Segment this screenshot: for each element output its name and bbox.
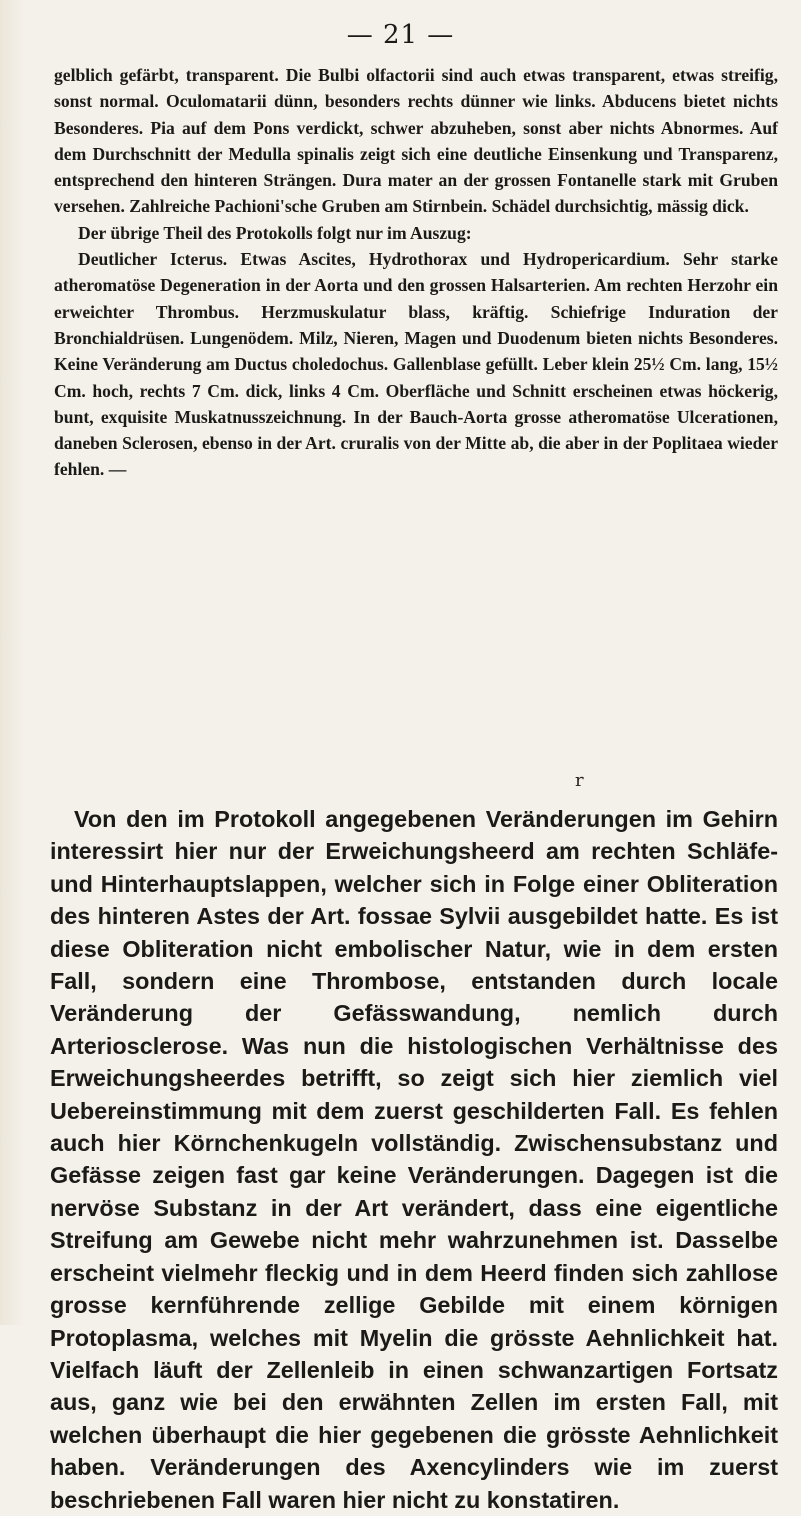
discussion-text	[50, 803, 778, 1516]
protocol-paragraph: Deutlicher Icterus. Etwas Ascites, Hydrothorax und Hydropericardium. Sehr starke atheromatöse Degeneration in der Aorta und den grossen Halsarterien. Am rechten Herzohr ein erweichter Thrombus. Herzmuskulatur blass, kräftig. Schiefrige Induration der Bronchialdrüsen. Lungenödem. Milz, Nieren, Magen und Duodenum bieten nichts Besonderes. Keine Veränderung am Ductus choledochus. Gallenblase gefüllt. Leber klein 25½ Cm. lang, 15½ Cm. hoch, rechts 7 Cm. dick, links 4 Cm. Oberfläche und Schnitt erscheinen etwas höckerig, bunt, exquisite Muskatnusszeichnung. In der Bauch-Aorta grosse atheromatöse Ulcerationen, daneben Sclerosen, ebenso in der Art. cruralis von der Mitte ab, die aber in der Poplitaea wieder fehlen. —	[54, 249, 778, 480]
protocol-excerpt	[54, 62, 778, 483]
protocol-paragraph: Der übrige Theil des Protokolls folgt nur im Auszug:	[78, 222, 472, 243]
discussion-paragraph: Von den im Protokoll angegebenen Veränderungen im Gehirn interessirt hier nur der Erweichungsheerd am rechten Schläfe- und Hinterhauptslappen, welcher sich in Folge einer Obliteration des hinteren Astes der Art. fossae Sylvii ausgebildet hatte. Es ist diese Obliteration nicht embolischer Natur, wie in dem ersten Fall, sondern eine Thrombose, entstanden durch locale Veränderung der Gefässwandung, nemlich durch Arteriosclerose. Was nun die histologischen Verhältnisse des Erweichungsheerdes betrifft, so zeigt sich hier ziemlich viel Uebereinstimmung mit dem zuerst geschilderten Fall. Es fehlen auch hier Körnchenkugeln vollständig. Zwischensubstanz und Gefässe zeigen fast gar keine Veränderungen. Dagegen ist die nervöse Substanz in der Art verändert, dass eine eigentliche Streifung am Gewebe nicht mehr wahrzunehmen ist. Dasselbe erscheint vielmehr fleckig und in dem Heerd finden sich zahllose grosse kernführende zellige Gebilde mit einem körnigen Protoplasma, welches mit Myelin die grösste Aehnlichkeit hat. Vielfach läuft der Zellenleib in einen schwanzartigen Fortsatz aus, ganz wie bei den erwähnten Zellen im ersten Fall, mit welchen überhaupt die hier gegebenen die grösste Aehnlichkeit haben. Veränderungen des Axencylinders wie im zuerst beschriebenen Fall waren hier nicht zu konstatiren.	[50, 806, 778, 1513]
page-number: — 21 —	[346, 20, 455, 50]
page-edge-shadow	[0, 0, 24, 1325]
stray-print-mark: r	[575, 770, 584, 791]
protocol-paragraph: gelblich gefärbt, transparent. Die Bulbi olfactorii sind auch etwas transparent, etwas streifig, sonst normal. Oculomatarii dünn, besonders rechts dünner wie links. Abducens bietet nichts Besonderes. Pia auf dem Pons verdickt, schwer abzuheben, sonst aber nichts Abnormes. Auf dem Durchschnitt der Medulla spinalis zeigt sich eine deutliche Einsenkung und Transparenz, entsprechend den hinteren Strängen. Dura mater an der grossen Fontanelle stark mit Gruben versehen. Zahlreiche Pachioni'sche Gruben am Stirnbein. Schädel durchsichtig, mässig dick.	[54, 65, 778, 217]
